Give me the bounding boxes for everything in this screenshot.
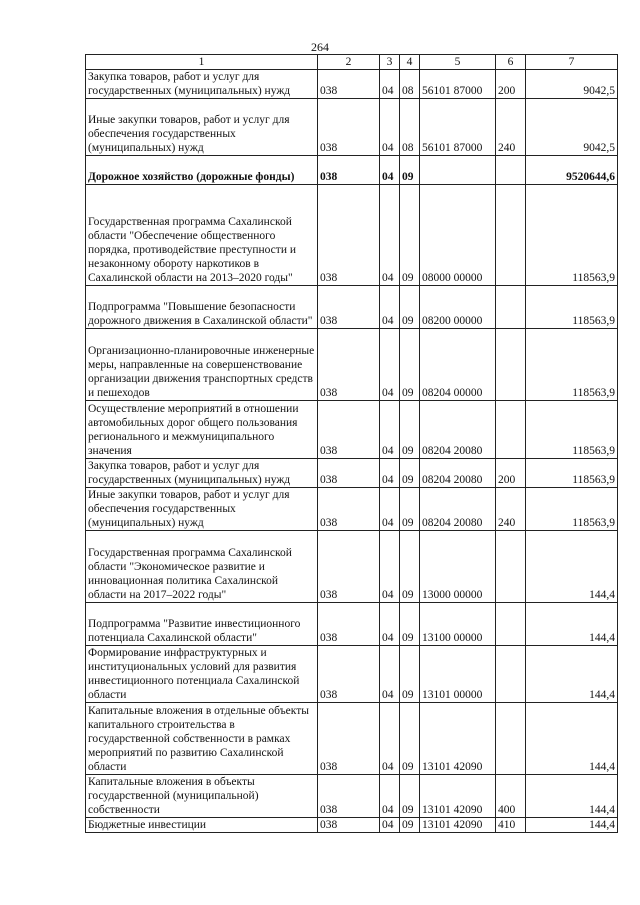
budget-table (85, 54, 618, 833)
row-name-cell: Иные закупки товаров, работ и услуг для обеспечения государственных (муниципальных) нужд (86, 488, 318, 531)
table-row (86, 401, 618, 459)
row-name-cell: Капитальные вложения в отдельные объекты капитального строительства в государственной собственности в рамках мероприятий по развитию Сахалинской области (86, 703, 318, 775)
row-amount-cell: 144,4 (526, 703, 618, 775)
header-cell: 4 (400, 55, 420, 70)
row-target-article-cell: 08000 00000 (420, 185, 496, 286)
row-subsection-cell: 09 (400, 703, 420, 775)
table-header-row (86, 55, 618, 70)
row-target-article-cell: 08204 20080 (420, 401, 496, 459)
row-code-cell: 038 (318, 99, 380, 156)
row-amount-cell: 118563,9 (526, 185, 618, 286)
row-subsection-cell: 08 (400, 70, 420, 99)
row-subsection-cell: 09 (400, 401, 420, 459)
row-target-article-cell: 13101 42090 (420, 775, 496, 818)
row-amount-cell: 118563,9 (526, 286, 618, 329)
row-target-article-cell: 13101 00000 (420, 646, 496, 703)
row-expense-type-cell (496, 185, 526, 286)
row-name-cell: Закупка товаров, работ и услуг для государственных (муниципальных) нужд (86, 459, 318, 488)
row-name-cell: Государственная программа Сахалинской области "Обеспечение общественного порядка, противодействие преступности и незаконному обороту наркотиков в Сахалинской области на 2013–2020 годы" (86, 185, 318, 286)
row-name-cell: Государственная программа Сахалинской области "Экономическое развитие и инновационная политика Сахалинской области на 2017–2022 годы" (86, 531, 318, 603)
row-section-cell: 04 (380, 70, 400, 99)
row-amount-cell: 9520644,6 (526, 156, 618, 185)
row-expense-type-cell (496, 603, 526, 646)
row-section-cell: 04 (380, 459, 400, 488)
row-target-article-cell: 13101 42090 (420, 703, 496, 775)
row-section-cell: 04 (380, 401, 400, 459)
row-code-cell: 038 (318, 329, 380, 401)
row-target-article-cell: 56101 87000 (420, 70, 496, 99)
row-amount-cell: 144,4 (526, 775, 618, 818)
header-cell: 2 (318, 55, 380, 70)
row-section-cell: 04 (380, 99, 400, 156)
row-subsection-cell: 09 (400, 531, 420, 603)
row-amount-cell: 9042,5 (526, 99, 618, 156)
table-row (86, 286, 618, 329)
row-subsection-cell: 08 (400, 99, 420, 156)
table-body (86, 70, 618, 833)
row-target-article-cell: 08204 20080 (420, 488, 496, 531)
row-amount-cell: 9042,5 (526, 70, 618, 99)
table-row (86, 775, 618, 818)
table-row (86, 329, 618, 401)
row-section-cell: 04 (380, 185, 400, 286)
row-code-cell: 038 (318, 703, 380, 775)
row-name-cell: Иные закупки товаров, работ и услуг для обеспечения государственных (муниципальных) нужд (86, 99, 318, 156)
row-section-cell: 04 (380, 286, 400, 329)
header-cell: 7 (526, 55, 618, 70)
row-section-cell: 04 (380, 488, 400, 531)
table-row (86, 185, 618, 286)
row-name-cell: Организационно-планировочные инженерные меры, направленные на совершенствование организации движения транспортных средств и пешеходов (86, 329, 318, 401)
row-expense-type-cell (496, 329, 526, 401)
row-code-cell: 038 (318, 818, 380, 833)
row-expense-type-cell: 410 (496, 818, 526, 833)
header-cell: 1 (86, 55, 318, 70)
row-target-article-cell: 08204 00000 (420, 329, 496, 401)
table-row (86, 488, 618, 531)
row-target-article-cell: 08200 00000 (420, 286, 496, 329)
row-expense-type-cell (496, 156, 526, 185)
row-code-cell: 038 (318, 603, 380, 646)
row-subsection-cell: 09 (400, 775, 420, 818)
row-section-cell: 04 (380, 156, 400, 185)
header-cell: 3 (380, 55, 400, 70)
row-amount-cell: 118563,9 (526, 329, 618, 401)
row-subsection-cell: 09 (400, 185, 420, 286)
row-amount-cell: 118563,9 (526, 488, 618, 531)
row-code-cell: 038 (318, 70, 380, 99)
row-expense-type-cell: 200 (496, 70, 526, 99)
table-row (86, 818, 618, 833)
row-expense-type-cell: 400 (496, 775, 526, 818)
row-subsection-cell: 09 (400, 156, 420, 185)
row-section-cell: 04 (380, 603, 400, 646)
row-section-cell: 04 (380, 775, 400, 818)
table-row (86, 646, 618, 703)
row-amount-cell: 144,4 (526, 603, 618, 646)
row-expense-type-cell: 240 (496, 488, 526, 531)
row-name-cell: Осуществление мероприятий в отношении автомобильных дорог общего пользования регионального и межмуниципального значения (86, 401, 318, 459)
header-cell: 5 (420, 55, 496, 70)
row-target-article-cell: 08204 20080 (420, 459, 496, 488)
row-section-cell: 04 (380, 703, 400, 775)
row-code-cell: 038 (318, 185, 380, 286)
row-name-cell: Подпрограмма "Повышение безопасности дорожного движения в Сахалинской области" (86, 286, 318, 329)
row-subsection-cell: 09 (400, 488, 420, 531)
row-code-cell: 038 (318, 646, 380, 703)
row-subsection-cell: 09 (400, 286, 420, 329)
row-code-cell: 038 (318, 156, 380, 185)
header-cell: 6 (496, 55, 526, 70)
table-row (86, 531, 618, 603)
row-section-cell: 04 (380, 818, 400, 833)
page-number: 264 (311, 40, 329, 54)
row-target-article-cell: 13101 42090 (420, 818, 496, 833)
table-row (86, 70, 618, 99)
row-expense-type-cell (496, 401, 526, 459)
row-name-cell: Закупка товаров, работ и услуг для государственных (муниципальных) нужд (86, 70, 318, 99)
table-row (86, 99, 618, 156)
row-section-cell: 04 (380, 531, 400, 603)
row-amount-cell: 118563,9 (526, 401, 618, 459)
table-row (86, 156, 618, 185)
row-name-cell: Дорожное хозяйство (дорожные фонды) (86, 156, 318, 185)
row-expense-type-cell (496, 286, 526, 329)
row-expense-type-cell: 240 (496, 99, 526, 156)
row-amount-cell: 144,4 (526, 818, 618, 833)
row-name-cell: Капитальные вложения в объекты государственной (муниципальной) собственности (86, 775, 318, 818)
row-section-cell: 04 (380, 329, 400, 401)
row-target-article-cell (420, 156, 496, 185)
row-name-cell: Бюджетные инвестиции (86, 818, 318, 833)
row-amount-cell: 118563,9 (526, 459, 618, 488)
row-amount-cell: 144,4 (526, 646, 618, 703)
row-subsection-cell: 09 (400, 329, 420, 401)
row-code-cell: 038 (318, 286, 380, 329)
row-amount-cell: 144,4 (526, 531, 618, 603)
table-row (86, 603, 618, 646)
row-subsection-cell: 09 (400, 603, 420, 646)
row-subsection-cell: 09 (400, 818, 420, 833)
row-code-cell: 038 (318, 401, 380, 459)
row-code-cell: 038 (318, 488, 380, 531)
row-target-article-cell: 13000 00000 (420, 531, 496, 603)
row-target-article-cell: 13100 00000 (420, 603, 496, 646)
row-section-cell: 04 (380, 646, 400, 703)
row-code-cell: 038 (318, 775, 380, 818)
row-subsection-cell: 09 (400, 646, 420, 703)
row-name-cell: Формирование инфраструктурных и институциональных условий для развития инвестиционного потенциала Сахалинской области (86, 646, 318, 703)
row-expense-type-cell (496, 703, 526, 775)
table-row (86, 459, 618, 488)
row-expense-type-cell: 200 (496, 459, 526, 488)
table-row (86, 703, 618, 775)
row-expense-type-cell (496, 646, 526, 703)
row-subsection-cell: 09 (400, 459, 420, 488)
row-name-cell: Подпрограмма "Развитие инвестиционного потенциала Сахалинской области" (86, 603, 318, 646)
row-code-cell: 038 (318, 459, 380, 488)
row-expense-type-cell (496, 531, 526, 603)
row-target-article-cell: 56101 87000 (420, 99, 496, 156)
row-code-cell: 038 (318, 531, 380, 603)
